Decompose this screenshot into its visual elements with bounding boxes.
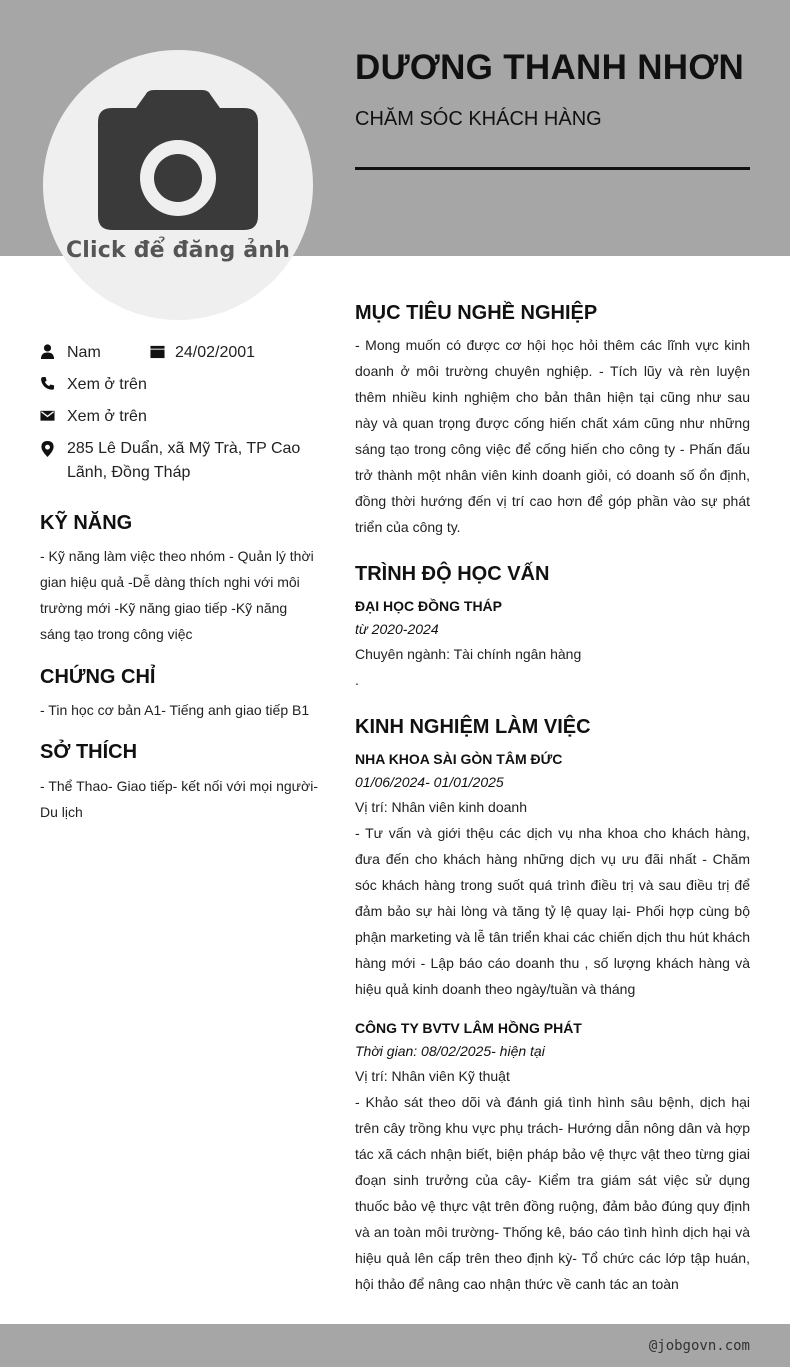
job-position: Vị trí: Nhân viên kinh doanh — [355, 799, 527, 815]
footer-credit: @jobgovn.com — [648, 1338, 750, 1354]
location-pin-icon — [40, 440, 55, 458]
education-school: ĐẠI HỌC ĐỒNG THÁP — [355, 598, 502, 614]
education-title: TRÌNH ĐỘ HỌC VẤN — [355, 563, 550, 585]
birthday-row — [150, 341, 310, 365]
email-row — [40, 405, 310, 429]
hobbies-title: SỞ THÍCH — [40, 741, 138, 763]
phone-row — [40, 373, 310, 397]
job-period: 01/06/2024- 01/01/2025 — [355, 774, 504, 790]
title-divider — [355, 167, 750, 170]
birthday-value: 24/02/2001 — [175, 344, 256, 361]
phone-value: Xem ở trên — [67, 376, 147, 393]
job-position: Vị trí: Nhân viên Kỹ thuật — [355, 1068, 510, 1084]
job-description: - Khảo sát theo dõi và đánh giá tình hình sâu bệnh, dịch hại trên cây trồng khu vực phụ trách- Hướng dẫn nông dân và hợp tác xã cách nhận biết, biện pháp bảo vệ thực vật theo từng giai đoạn sinh trưởng của cây- Kiểm tra giám sát việc sử dụng thuốc bảo vệ thực vật trên đồng ruộng, đảm bảo đúng quy định và an toàn môi trường- Thống kê, báo cáo tình hình dịch hại và hiệu quả lên cấp trên theo định kỳ- Tổ chức các lớp tập huán, hội thảo để nâng cao nhận thức về canh tác an toàn — [355, 1094, 750, 1292]
job-company: NHA KHOA SÀI GÒN TÂM ĐỨC — [355, 751, 563, 767]
job-company: CÔNG TY BVTV LÂM HỒNG PHÁT — [355, 1020, 582, 1036]
skills-body: - Kỹ năng làm việc theo nhóm - Quản lý thời gian hiệu quả -Dễ dàng thích nghi với môi trường mới -Kỹ năng giao tiếp -Kỹ năng sáng tạo trong công việc — [40, 548, 314, 642]
avatar-upload[interactable] — [43, 50, 313, 320]
calendar-icon — [150, 344, 165, 359]
objective-title: MỤC TIÊU NGHỀ NGHIỆP — [355, 302, 598, 324]
gender-value: Nam — [67, 344, 101, 361]
user-icon — [40, 344, 55, 359]
camera-icon — [98, 90, 258, 230]
certificates-title: CHỨNG CHỈ — [40, 666, 156, 688]
education-note: . — [355, 672, 359, 688]
candidate-name: DƯƠNG THANH NHƠN — [355, 48, 745, 87]
certificates-body: - Tin học cơ bản A1- Tiếng anh giao tiếp B1 — [40, 702, 310, 718]
job-period: Thời gian: 08/02/2025- hiện tại — [355, 1043, 545, 1059]
objective-body: - Mong muốn có được cơ hội học hỏi thêm các lĩnh vực kinh doanh ở môi trường chuyên nghiệp. - Tích lũy và rèn luyện thêm nhiều kinh nghiệm cho bản thân hiện tại cũng như sau này và quan trọng được cống hiến chất xám cũng như những sáng tạo trong công việc để cống hiến cho công ty - Phấn đấu trở thành một nhân viên kinh doanh giỏi, có doanh số ổn định, đồng thời hướng đến vị trí cao hơn để góp phần vào sự phát triển của công ty. — [355, 337, 750, 535]
job-title: CHĂM SÓC KHÁCH HÀNG — [355, 108, 602, 130]
email-value: Xem ở trên — [67, 408, 147, 425]
education-major: Chuyên ngành: Tài chính ngân hàng — [355, 646, 582, 662]
address-row — [40, 437, 320, 487]
address-value: 285 Lê Duẩn, xã Mỹ Trà, TP Cao Lãnh, Đồng Tháp — [67, 440, 301, 481]
skills-title: KỸ NĂNG — [40, 512, 133, 534]
mail-icon — [40, 408, 55, 423]
education-period: từ 2020-2024 — [355, 621, 439, 637]
gender-row — [40, 341, 150, 365]
hobbies-body: - Thể Thao- Giao tiếp- kết nối với mọi người- Du lịch — [40, 778, 318, 820]
photo-caption: Click để đăng ảnh — [65, 238, 291, 263]
job-description: - Tư vấn và giới thệu các dịch vụ nha khoa cho khách hàng, đưa đến cho khách hàng những dịch vụ ưu đãi nhất - Chăm sóc khách hàng trong suốt quá trình điều trị và sau điều trị để đảm bảo sự hài lòng và tăng tỷ lệ quay lại- Phối hợp cùng bộ phận marketing và lễ tân triển khai các chiến dịch thu hút khách hàng mới - Lập báo cáo doanh thu , số lượng khách hàng và hiệu quả kinh doanh theo ngày/tuần và tháng — [355, 825, 750, 997]
phone-icon — [40, 376, 55, 391]
experience-title: KINH NGHIỆM LÀM VIỆC — [355, 716, 591, 738]
